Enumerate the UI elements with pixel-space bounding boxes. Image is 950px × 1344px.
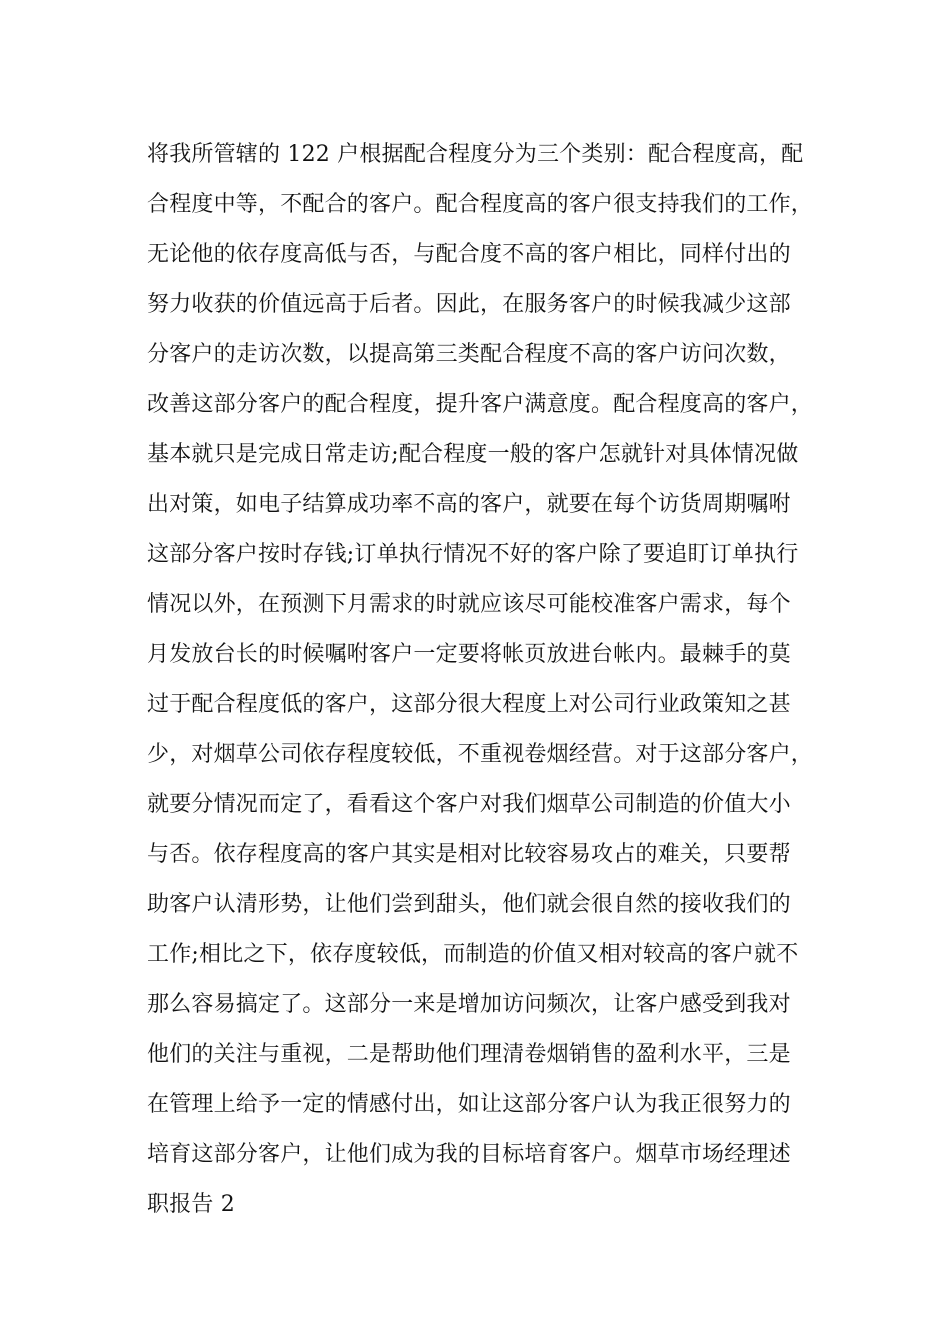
text-line-22: 职报告 2 bbox=[147, 1192, 235, 1217]
text-line-17: 工作;相比之下，依存度较低，而制造的价值又相对较高的客户就不 bbox=[147, 942, 799, 967]
text-line-18: 那么容易搞定了。这部分一来是增加访问频次，让客户感受到我对 bbox=[147, 992, 791, 1017]
text-line-8: 出对策，如电子结算成功率不高的客户，就要在每个访货周期嘱咐 bbox=[147, 492, 791, 517]
text-line-21: 培育这部分客户，让他们成为我的目标培育客户。烟草市场经理述 bbox=[147, 1142, 791, 1167]
text-line-4: 努力收获的价值远高于后者。因此，在服务客户的时候我减少这部 bbox=[147, 292, 791, 317]
text-line-20: 在管理上给予一定的情感付出，如让这部分客户认为我正很努力的 bbox=[147, 1092, 791, 1117]
text-line-19: 他们的关注与重视，二是帮助他们理清卷烟销售的盈利水平，三是 bbox=[147, 1042, 791, 1067]
text-line-11: 月发放台长的时候嘱咐客户一定要将帐页放进台帐内。最棘手的莫 bbox=[147, 642, 791, 667]
body-paragraph bbox=[147, 130, 822, 1230]
text-line-1: 将我所管辖的 122 户根据配合程度分为三个类别：配合程度高，配 bbox=[147, 142, 804, 167]
text-line-7: 基本就只是完成日常走访;配合程度一般的客户怎就针对具体情况做 bbox=[147, 442, 799, 467]
text-line-6: 改善这部分客户的配合程度，提升客户满意度。配合程度高的客户， bbox=[147, 392, 814, 417]
text-line-13: 少，对烟草公司依存程度较低，不重视卷烟经营。对于这部分客户， bbox=[147, 742, 814, 767]
text-line-14: 就要分情况而定了，看看这个客户对我们烟草公司制造的价值大小 bbox=[147, 792, 791, 817]
text-line-12: 过于配合程度低的客户，这部分很大程度上对公司行业政策知之甚 bbox=[147, 692, 791, 717]
text-line-5: 分客户的走访次数，以提高第三类配合程度不高的客户访问次数， bbox=[147, 342, 791, 367]
text-line-9: 这部分客户按时存钱;订单执行情况不好的客户除了要追盯订单执行 bbox=[147, 542, 799, 567]
text-line-15: 与否。依存程度高的客户其实是相对比较容易攻占的难关，只要帮 bbox=[147, 842, 791, 867]
text-line-16: 助客户认清形势，让他们尝到甜头，他们就会很自然的接收我们的 bbox=[147, 892, 791, 917]
text-line-2: 合程度中等，不配合的客户。配合程度高的客户很支持我们的工作， bbox=[147, 192, 814, 217]
text-line-3: 无论他的依存度高低与否，与配合度不高的客户相比，同样付出的 bbox=[147, 242, 791, 267]
text-line-10: 情况以外，在预测下月需求的时就应该尽可能校准客户需求，每个 bbox=[147, 592, 791, 617]
